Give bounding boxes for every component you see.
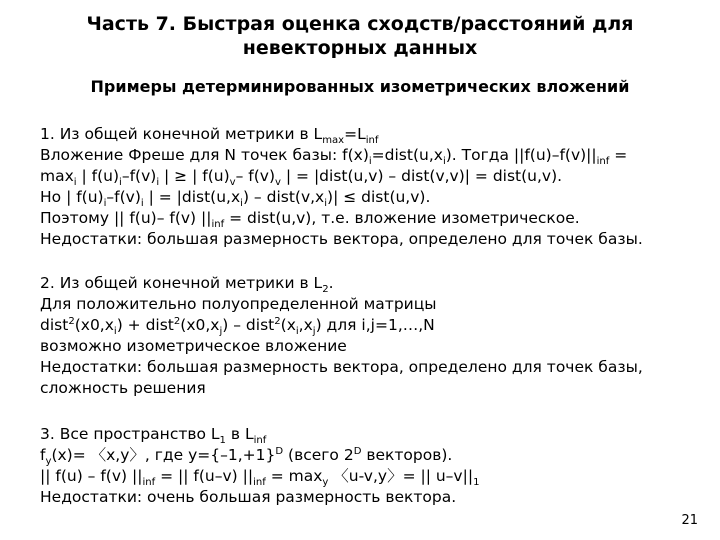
section-1-line-5: Поэтому || f(u)– f(v) $||_{inf}$ = dist(u,v), т.е. вложение изометрическое. xyxy=(40,209,580,231)
section-1-line-1: 1. Из общей конечной метрики в $L_{max}=L_{inf}$ xyxy=(40,125,379,147)
section-2 xyxy=(40,273,700,399)
section-2-line-6: сложность решения xyxy=(40,379,206,397)
section-3 xyxy=(40,424,700,508)
section-3-line-1: 3. Все пространство $L_1$ в $L_{inf}$ xyxy=(40,425,267,447)
section-2-line-4: возможно изометрическое вложение xyxy=(40,337,347,355)
section-2-line-5: Недостатки: большая размерность вектора, определено для точек базы, xyxy=(40,358,643,376)
section-1-line-6: Недостатки: большая размерность вектора, определено для точек базы. xyxy=(40,230,643,248)
slide-title: Часть 7. Быстрая оценка сходств/расстояний для невекторных данных xyxy=(86,13,634,59)
section-3-line-2: $f_y(x)=$ 〈x,y〉, где $y=\{-1,+1\}^D$ (всего $2^D$ векторов). xyxy=(40,445,453,468)
section-2-line-1: 2. Из общей конечной метрики в $L_2$. xyxy=(40,274,334,296)
section-2-line-3: $dist^2(x0,x_i)$ + $dist^2(x0,x_j)$ – $dist^2(x_i,x_j)$ для i,j=1,…,N xyxy=(40,315,435,338)
section-1-line-3: $\max_i$ | $f(u)_i-f(v)_i$ | ≥ | $f(u)_v-$ $f(v)_v$ | = |dist(u,v) – dist(v,v)| = dist(u,v). xyxy=(40,167,563,189)
section-2-line-2: Для положительно полуопределенной матрицы xyxy=(40,295,437,313)
section-1-line-4: Но | $f(u)_i-f(v)_i$ | = $|dist(u,x_i)$ – $dist(v,x_i)|$ ≤ dist(u,v). xyxy=(40,188,431,210)
section-3-line-3: || f(u) – f(v) $||_{inf}$ = || f(u–v) $||_{inf} = \max_y$ 〈u-v,y〉= || $u-v||_1$ xyxy=(40,467,480,489)
slide-subtitle: Примеры детерминированных изометрических вложений xyxy=(90,77,630,96)
section-3-line-4: Недостатки: очень большая размерность вектора. xyxy=(40,488,457,506)
section-1 xyxy=(40,124,700,250)
page-number: 21 xyxy=(681,513,698,528)
section-1-line-2: Вложение Фреше для N точек базы: $f(x)_i=dist(u,x_i)$. Тогда $||f(u)-f(v)||_{inf}$ = xyxy=(40,146,628,168)
